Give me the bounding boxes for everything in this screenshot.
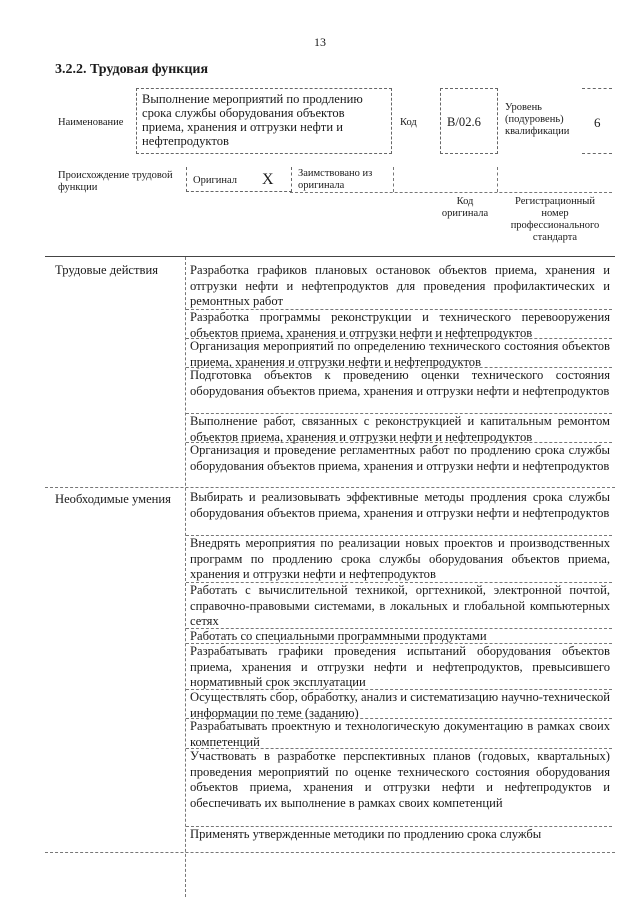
list-item: Участвовать в разработке перспективных планов (годовых, квартальных) проведения мероприятий по оценке технического состояния оборудования объектов приема, хранения и отгрузки нефти и нефтепродуктов и обеспечивать их выполнение в рамках своих компетенций xyxy=(190,749,610,810)
list-item: Организация мероприятий по определению технического состояния объектов приема, хранения и отгрузки нефти и нефтепродуктов xyxy=(190,339,610,369)
origin-line xyxy=(290,192,612,193)
level-value: 6 xyxy=(594,115,601,130)
code-box xyxy=(440,88,498,154)
name-box xyxy=(136,88,392,154)
code-original-caption: Код оригинала xyxy=(441,196,489,219)
section-title: 3.2.2. Трудовая функция xyxy=(55,62,209,77)
list-item: Внедрять мероприятия по реализации новых проектов и производственных программ по продлению срока службы оборудования объектов приема, хранения и отгрузки нефти и нефтепродуктов xyxy=(190,536,610,581)
list-item: Выбирать и реализовывать эффективные методы продления срока службы оборудования объектов приема, хранения и отгрузки нефти и нефтепродуктов xyxy=(190,490,610,520)
list-item: Организация и проведение регламентных работ по продлению срока службы оборудования объектов приема, хранения и отгрузки нефти и нефтепродуктов xyxy=(190,443,610,473)
origin-divider-2 xyxy=(497,167,498,192)
level-label: Уровень (подуровень) квалификации xyxy=(505,102,570,137)
name-value: Выполнение мероприятий по продлению срока службы оборудования объектов приема, хранения и отгрузки нефти и нефтепродуктов xyxy=(142,92,363,148)
origin-label: Происхождение трудовой функции xyxy=(58,170,173,193)
list-item: Разрабатывать графики проведения испытаний оборудования объектов приема, хранения и отгрузки нефти и нефтепродуктов, превысившего нормативный срок эксплуатации xyxy=(190,644,610,689)
list-item: Подготовка объектов к проведению оценки технического состояния оборудования объектов приема, хранения и отгрузки нефти и нефтепродуктов xyxy=(190,368,610,398)
list-item: Выполнение работ, связанных с реконструкцией и капитальным ремонтом объектов приема, хранения и отгрузки нефти и нефтепродуктов xyxy=(190,414,610,444)
page-number: 13 xyxy=(314,35,326,49)
original-mark: X xyxy=(262,171,274,188)
list-item: Разработка графиков плановых остановок объектов приема, хранения и отгрузки нефти и нефтепродуктов для проведения профилактических и ремонтных работ xyxy=(190,263,610,308)
list-item: Разрабатывать проектную и технологическую документацию в рамках своих компетенций xyxy=(190,719,610,749)
name-label: Наименование xyxy=(58,117,124,128)
code-label: Код xyxy=(400,117,417,128)
list-item: Применять утвержденные методики по продлению срока службы xyxy=(190,827,542,841)
section-label-skills: Необходимые умения xyxy=(55,492,171,506)
list-item: Работать с вычислительной техникой, оргтехникой, электронной почтой, справочно-правовыми системами, в локальных и глобальной компьютерных сетях xyxy=(190,583,610,628)
reg-number-caption: Регистрационный номер профессионального стандарта xyxy=(510,196,600,243)
borrowed-label: Заимствовано из оригинала xyxy=(298,168,373,191)
list-item: Работать со специальными программными продуктами xyxy=(190,629,487,643)
origin-divider xyxy=(393,167,394,192)
list-item: Осуществлять сбор, обработку, анализ и систематизацию научно-технической информации по теме (заданию) xyxy=(190,690,610,720)
section-label-actions: Трудовые действия xyxy=(55,263,159,277)
code-value: B/02.6 xyxy=(447,115,481,129)
level-box xyxy=(582,88,612,154)
list-item: Разработка программы реконструкции и технического перевооружения объектов приема, хранения и отгрузки нефти и нефтепродуктов xyxy=(190,310,610,340)
table-bottom-line xyxy=(45,852,615,853)
table-top-border xyxy=(45,256,615,257)
table-column-divider xyxy=(185,257,186,897)
section-divider xyxy=(45,487,615,488)
original-label: Оригинал xyxy=(193,175,237,186)
